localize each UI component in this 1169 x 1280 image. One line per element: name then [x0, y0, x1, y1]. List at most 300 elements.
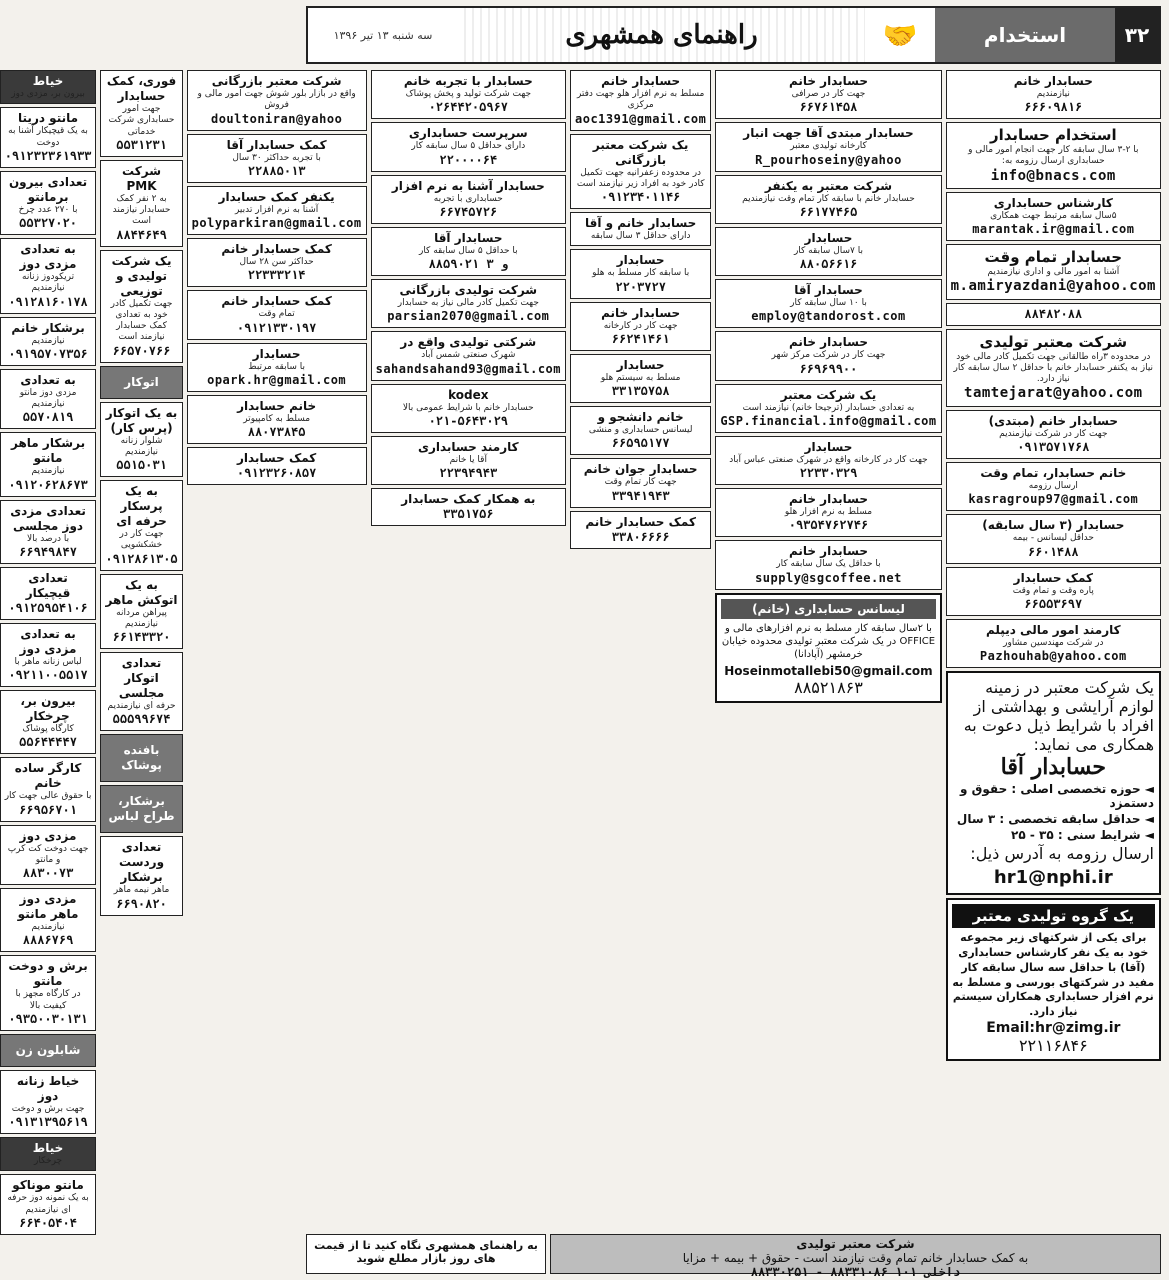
classified-ad [0, 238, 96, 314]
ad-description: نیازمندیم [31, 335, 65, 346]
ad-title: خیاط زنانه دوز [16, 1073, 80, 1103]
ad-contact: ۰۹۱۹۵۷۰۷۳۵۶ [8, 346, 88, 361]
footer-note: به راهنمای همشهری نگاه کنید تا از قیمت های روز بازار مطلع شوید [306, 1234, 546, 1274]
ad-contact: ۰۹۱۲۳۲۶۰۸۵۷ [236, 466, 317, 480]
ad-contact: ۰۹۱۲۵۹۵۴۱۰۶ [8, 600, 88, 615]
ad-title: حسابدار خانم [788, 335, 869, 350]
ad-contact: info@bnacs.com [990, 167, 1116, 184]
producer-title: شرکت معتبر تولیدی [796, 1237, 915, 1251]
ad-contact: supply@sgcoffee.net [755, 570, 902, 585]
ad-title: به یک اتوکش ماهر [105, 577, 178, 607]
classified-ad [0, 955, 96, 1031]
ad-description: جهت امور حسابداری شرکت خدماتی [108, 104, 175, 137]
ads-column [715, 70, 941, 1235]
ad-description: کارگاه پوشاک [22, 724, 74, 734]
classified-ad [100, 480, 182, 571]
classified-ad [946, 567, 1161, 616]
aqa-requirement: ◄ حداقل سابقه تخصصی : ۳ سال [956, 812, 1154, 826]
ad-contact: ۶۶۹۶۹۹۰۰ [799, 361, 858, 376]
ad-title: مانتو دریتا [18, 111, 79, 126]
page-header [306, 6, 1161, 64]
ad-description: جهت کار در کارخانه [603, 320, 678, 331]
ad-contact: aoc1391@gmail.com [575, 111, 707, 126]
ad-contact: ۰۹۱۳۵۷۱۷۶۸ [1017, 440, 1090, 454]
ad-contact: ۶۶۷۴۵۷۲۶ [439, 204, 498, 219]
classified-ad [715, 331, 941, 380]
classified-ad [946, 410, 1161, 459]
aqa-title: حسابدار آقا [1000, 754, 1106, 780]
group-header: یک گروه تولیدی معتبر [952, 904, 1155, 928]
classified-ad [187, 186, 367, 235]
classified-ad [187, 290, 367, 339]
ad-title: تعدادی مزدی دوز مجلسی [10, 503, 86, 533]
ad-contact: ۰۹۳۵۴۷۶۲۷۴۶ [788, 518, 869, 533]
group-email: Email:hr@zimg.ir [986, 1020, 1121, 1037]
ad-contact: ۸۸۵۹۰۲۱ و ۳ [428, 257, 509, 271]
ad-title: کمک حسابدار خانم [585, 514, 696, 529]
category-label [100, 734, 182, 782]
ad-title: حسابدار خانم [788, 544, 869, 559]
ad-description: واقع در بازار بلور شوش جهت امور مالی و فروش [197, 89, 356, 111]
section-title: استخدام [935, 8, 1115, 62]
ads-column [100, 70, 182, 1235]
ad-description: جهت کار در شرکت نیازمندیم [999, 428, 1108, 439]
classified-ad [371, 122, 566, 171]
ad-title: به تعدادی [20, 372, 76, 387]
ad-contact: ۰۹۲۱۱۰۰۵۵۱۷ [8, 668, 88, 682]
ad-title: حسابدار خانم و آقا [584, 216, 697, 230]
ad-description: مسلط به نرم افزار هلو [784, 507, 873, 517]
category-label [100, 785, 182, 833]
ad-title: برشکار خانم [11, 320, 85, 335]
ad-contact: R_pourhoseiny@yahoo [755, 152, 902, 167]
ad-title: حسابدار مبتدی آقا جهت انبار [743, 126, 914, 141]
classified-ad [946, 619, 1161, 668]
classified-ad [0, 107, 96, 168]
ad-description: مسلط به سیستم هلو [600, 372, 681, 383]
ad-description: جهت برش و دوخت [11, 1103, 85, 1114]
classified-ad [946, 462, 1161, 511]
ad-contact: ۶۶۹۰۸۲۰ [116, 896, 167, 911]
ad-contact: ۶۶۶۰۹۸۱۶ [1024, 100, 1083, 115]
classified-ad [946, 70, 1161, 119]
group-fax: ۲۲۱۱۶۸۴۶ [1018, 1036, 1088, 1056]
ad-title: کارشناس حسابداری [993, 196, 1113, 210]
ad-contact: employ@tandorost.com [751, 309, 906, 324]
classified-ad [570, 511, 711, 549]
aqa-accountant-ad [946, 671, 1161, 895]
ad-title: به یک پرسکار حرفه ای [116, 484, 167, 528]
ad-title: یک شرکت معتبر [780, 387, 877, 402]
ad-contact: ۰۹۱۲۱۳۳۰۱۹۷ [236, 320, 317, 335]
ad-title: مانتو موناکو [12, 1178, 84, 1193]
featured-body: با ۲سال سابقه کار مسلط به نرم افزارهای مالی و OFFICE در یک شرکت معتبر تولیدی محدوده خیابان خرمشهر (آپادانا) [721, 622, 936, 660]
ad-title: استخدام حسابدار [989, 126, 1117, 145]
classified-ad [371, 331, 566, 380]
classified-ad [0, 623, 96, 687]
classified-ad [570, 212, 711, 246]
classified-ad [187, 447, 367, 485]
classified-ad [715, 488, 941, 537]
ad-title: کمک حسابدار [236, 451, 317, 465]
classified-ad [0, 1070, 96, 1134]
aqa-email: hr1@nphi.ir [993, 867, 1113, 888]
ad-title: شرکت PMK [122, 163, 161, 193]
classified-ad [570, 458, 711, 507]
ad-title: کارمند حسابداری [417, 439, 519, 454]
ad-title: حسابدار خانم [601, 305, 681, 320]
ad-contact: ۰۹۱۲۸۱۶۰۱۷۸ [8, 294, 88, 309]
classified-ad [946, 122, 1161, 189]
classified-ad [715, 279, 941, 328]
ad-contact: ۶۶۵۹۵۱۷۷ [611, 436, 670, 451]
ad-contact: ۰۹۱۲۸۶۱۳۰۵ [105, 551, 178, 566]
ad-title: حسابدار آقا [434, 230, 503, 245]
classified-ad [715, 122, 941, 171]
ad-description: لباس زنانه ماهر با [14, 656, 82, 667]
ad-description: چرخکار [33, 1156, 63, 1166]
ad-contact: ۰۹۱۲۳۴۰۱۱۴۶ [600, 190, 681, 204]
aqa-requirements [953, 782, 1154, 842]
ad-description: در کارگاه مجهز با کیفیت بالا [15, 989, 81, 1011]
classified-ad [0, 317, 96, 366]
ad-contact: ۰۹۱۲۳۲۳۶۱۹۳۳ [4, 148, 92, 163]
classified-ad [187, 70, 367, 131]
brand-logo: راهنمای همشهری [458, 8, 865, 62]
ad-description: تمام وقت [258, 309, 295, 320]
ad-description: جهت کار در صرافی [791, 89, 866, 99]
classified-ad [0, 690, 96, 754]
ad-title: حسابدار خانم [1013, 74, 1093, 88]
ad-description: حسابدار خانم با شرایط عمومی بالا [402, 402, 534, 413]
ad-title: کمک حسابدار آقا [226, 137, 327, 152]
ad-description: نیازمندیم [31, 922, 65, 932]
ad-description: جهت شرکت تولید و پخش پوشاک [405, 89, 532, 99]
ad-title: به تعدادی مزدی دوز [19, 626, 77, 656]
ad-title: حسابدار خانم [788, 492, 869, 506]
classified-ad [570, 406, 711, 455]
ad-title: حسابدار با تجربه خانم [403, 74, 533, 88]
ad-contact: tamtejarat@yahoo.com [964, 385, 1143, 402]
aqa-cta: ارسال رزومه به آدرس ذیل: [970, 844, 1154, 863]
ad-contact: kasragroup97@gmail.com [968, 492, 1139, 507]
ad-description: با سابقه مرتبط [248, 361, 305, 372]
ad-description: جهت تکمیل کادر خود به تعدادی کمک حسابدار نیازمند است [110, 298, 173, 343]
ad-description: حسابداری با تجربه [433, 193, 503, 204]
ad-contact: ۵۵۱۵۰۳۱ [116, 458, 167, 472]
ad-description: ارسال رزومه [1028, 481, 1078, 491]
ad-contact: marantak.ir@gmail.com [972, 222, 1135, 237]
ad-title: حسابدار [804, 439, 853, 454]
classified-ad [187, 395, 367, 444]
handshake-icon: 🤝 [882, 18, 918, 52]
ad-contact: ۰۹۳۵۰۰۳۰۱۳۱ [8, 1011, 88, 1026]
aqa-intro: یک شرکت معتبر در زمینه لوازم آرایشی و بهداشتی از افراد با شرایط ذیل دعوت به همکاری می نماید: [963, 678, 1154, 754]
ads-column [570, 70, 711, 1235]
page-footer [306, 1234, 1161, 1279]
classified-ad [187, 343, 367, 392]
ad-description: لیسانس حسابداری و منشی [588, 425, 693, 435]
ad-title: شابلون زن [15, 1042, 81, 1057]
ad-description: به یک نمونه دوز حرفه ای نیازمندیم [7, 1193, 89, 1215]
ad-title: حسابدار خانم [601, 74, 681, 88]
ad-description: بیرون بر، مزدی دوز [11, 89, 85, 99]
ad-title: شرکتی تولیدی واقع در [400, 335, 537, 350]
ad-description: با سابقه کار مسلط به هلو [592, 268, 690, 279]
page-number: ۳۲ [1115, 8, 1159, 62]
ad-contact: ۵۵۶۴۴۴۴۷ [19, 735, 77, 750]
ad-description: با حقوق عالی جهت کار [4, 791, 92, 802]
ad-title: حسابدار [616, 357, 665, 372]
ad-description: نیازمندیم [1036, 89, 1070, 99]
classified-ad [100, 652, 182, 731]
ad-title: تعدادی اتوکار مجلسی [118, 656, 165, 700]
ad-contact: opark.hr@gmail.com [207, 372, 347, 387]
ad-contact: ۰۲۱-۵۶۴۳۰۲۹ [428, 413, 509, 428]
ad-description: جهت کار در خشکشویی [119, 529, 164, 551]
classified-ad [570, 302, 711, 351]
ad-description: مسلط به نرم افزار هلو جهت دفتر مرکزی [576, 89, 705, 111]
classified-ad [100, 574, 182, 650]
ad-title: یک شرکت تولیدی و توزیعی [111, 253, 172, 298]
producer-body: به کمک حسابدار خانم تمام وقت نیازمند است - حقوق + بیمه + مزایا [682, 1251, 1029, 1265]
ad-description: آشنا به امور مالی و اداری نیازمندیم [987, 267, 1120, 277]
ad-contact: ۲۲۰۰۰۰۶۴ [439, 152, 498, 167]
ad-contact: GSP.financial.info@gmail.com [720, 413, 937, 428]
ad-contact: ۲۲۳۳۰۳۲۹ [799, 466, 858, 480]
ad-title: kodex [448, 387, 489, 402]
issue-date: سه شنبه ۱۳ تیر ۱۳۹۶ [333, 28, 433, 42]
ad-title: حسابدار [616, 253, 665, 268]
ads-column [0, 70, 96, 1235]
ad-description: به ۲ نفر کمک حسابدار نیازمند است [112, 193, 171, 227]
ad-contact: ۲۲۳۹۴۹۴۳ [439, 466, 498, 480]
ad-title: سرپرست حسابداری [408, 126, 528, 141]
ad-title: حسابدار [252, 346, 301, 361]
ad-contact: Pazhouhab@yahoo.com [979, 649, 1127, 663]
ad-description: با ۲۷۰ عدد چرخ [18, 204, 78, 215]
classified-ad [0, 888, 96, 952]
ad-description: تریکودوز زنانه نیازمندیم [22, 272, 75, 294]
ad-description: با تجربه حداکثر ۳۰ سال [232, 152, 321, 163]
ad-title: خانم دانشجو و [597, 410, 684, 424]
ad-title: خیاط [32, 1141, 64, 1155]
ad-title: مزدی دوز ماهر مانتو [17, 892, 79, 921]
ad-title: برش و دوخت مانتو [8, 959, 88, 989]
ad-title: شرکت معتبر بازرگانی [211, 74, 342, 88]
ad-title: حسابدار (۳ سال سابقه) [982, 518, 1125, 533]
classified-ad [371, 436, 566, 485]
ad-contact: ۳۳۹۴۱۹۴۳ [611, 488, 670, 503]
ad-contact: ۸۸۰۵۶۶۱۶ [799, 257, 858, 271]
ad-description: جهت تکمیل کادر مالی نیاز به حسابدار [397, 298, 539, 308]
ad-description: شهرک صنعتی شمس آباد [421, 350, 516, 361]
ad-title: تعدادی بیرون برمانتو [8, 174, 88, 204]
ad-title: حسابدار خانم (مبتدی) [988, 413, 1118, 428]
group-body: برای یکی از شرکتهای زیر مجموعه خود به یک نفر کارشناس حسابداری (آقا) با حداقل سه سال سابقه کار مفید در شرکتهای بورسی و مسلط به نرم افزار حسابداری همکاران سیستم نیاز دارد. [952, 931, 1155, 1019]
classified-ad [946, 244, 1161, 300]
ad-title: تعدادی قیچیکار [25, 570, 71, 600]
ads-column [371, 70, 566, 1235]
classified-ad [0, 825, 96, 886]
category-label [100, 366, 182, 399]
ad-title: کارمند امور مالی دیپلم [986, 622, 1121, 637]
ad-title: برشکار، طراح لباس [108, 794, 175, 824]
ad-title: شرکت معتبر به یکنفر [764, 178, 893, 193]
ad-title: شرکت تولیدی بازرگانی [399, 283, 538, 297]
ad-title: کمک حسابدار خانم [221, 294, 332, 309]
ad-description: جهت کار در کارخانه واقع در شهرک صنعتی عباس آباد [729, 454, 928, 465]
producer-phones: ۸۸۳۳۰۲۵۱ - ۸۸۳۳۱۰۸۶ داخلی ۱۰۱ [750, 1265, 961, 1279]
ad-title: حسابدار آشنا به نرم افزار [391, 178, 545, 193]
ad-contact: ۶۶۷۶۱۴۵۸ [799, 100, 858, 115]
ads-column [946, 70, 1161, 1235]
ad-title: تعدادی وردست برشکار [119, 840, 165, 885]
ad-title: کمک حسابدار خانم [221, 242, 332, 256]
classified-ad [100, 70, 182, 157]
ad-contact: ۵۵۳۲۷۰۲۰ [19, 216, 77, 230]
ad-description: با ۲-۳ سال سابقه کار جهت انجام امور مالی و حسابداری ارسال رزومه به: [968, 145, 1139, 167]
ad-contact: ۰۹۱۲۰۶۲۸۶۷۳ [8, 477, 88, 492]
classified-ad [187, 134, 367, 183]
ad-contact: ۸۸۴۸۲۰۸۸ [1024, 306, 1083, 321]
classified-ad [570, 354, 711, 403]
aqa-requirement: ◄ شرایط سنی : ۳۵ - ۲۵ [1011, 828, 1154, 842]
classified-ad [0, 757, 96, 821]
ad-title: به همکار کمک حسابدار [401, 492, 536, 506]
ad-description: به تعدادی حسابدار (ترجیحا خانم) نیازمند است [742, 402, 915, 413]
classified-ad [715, 175, 941, 224]
ad-description: دارای حداقل ۳ سال سابقه [590, 231, 691, 241]
ad-title: حسابدار تمام وقت [984, 248, 1123, 267]
ad-description: کارخانه تولیدی معتبر [790, 141, 867, 152]
ad-contact: doultoniran@yahoo [210, 111, 343, 126]
ad-contact: ۸۸۰۷۳۸۴۵ [247, 425, 306, 439]
classified-ad [371, 175, 566, 224]
ad-title: خانم حسابدار، تمام وقت [980, 466, 1127, 480]
ad-description: مسلط به کامپیوتر [243, 413, 311, 424]
classified-ad [946, 329, 1161, 407]
ad-contact: ۸۸۳۰۰۷۳ [22, 866, 74, 880]
classified-ad [0, 1137, 96, 1171]
classified-ad [371, 488, 566, 526]
ad-description: نیازمندیم [31, 466, 65, 477]
ad-title: کارگر ساده خانم [14, 761, 82, 791]
ad-description: دارای حداقل ۵ سال سابقه کار [411, 141, 526, 152]
ad-description: حرفه ای نیازمندیم [107, 701, 176, 711]
classified-ad [100, 402, 182, 478]
ad-title: یکنفر کمک حسابدار [218, 189, 335, 204]
ad-title: کمک حسابدار [1013, 570, 1093, 585]
ad-title: حسابدار خانم [788, 74, 869, 88]
ad-contact: ۵۵۵۹۹۶۷۴ [112, 712, 171, 727]
classified-ad [946, 303, 1161, 326]
ad-description: به یک قیچیکار آشنا به دوخت [8, 126, 88, 148]
ad-contact: ۵۵۷۰۸۱۹ [22, 410, 74, 425]
classified-ad [371, 227, 566, 276]
producer-ad [550, 1234, 1161, 1279]
category-label [0, 1034, 96, 1067]
ad-description: جهت کار تمام وقت [604, 477, 677, 488]
classified-ad [0, 500, 96, 564]
ad-title: شرکت معتبر تولیدی [979, 332, 1128, 351]
ad-description: جهت دوخت کت کرپ و مانتو [7, 843, 89, 865]
ad-contact: ۲۲۳۳۳۲۱۴ [247, 268, 306, 283]
classified-ad [0, 369, 96, 430]
classified-ad [0, 432, 96, 496]
group-ad [946, 898, 1161, 1061]
ad-title: برشکار ماهر مانتو [11, 436, 86, 466]
classified-ad [715, 70, 941, 119]
newspaper-page [4, 0, 1169, 1280]
ad-contact: ۶۶۴۰۵۴۰۴ [19, 1215, 77, 1230]
ad-description: آشنا به نرم افزار تدبیر [234, 204, 319, 215]
ad-contact: ۶۶۰۱۴۸۸ [1028, 544, 1079, 559]
classified-ad [715, 384, 941, 433]
ad-contact: ۵۵۳۱۲۳۱ [116, 137, 167, 152]
ad-contact: ۶۶۵۵۳۶۹۷ [1024, 596, 1083, 611]
ad-description: آقا یا خانم [449, 454, 487, 465]
ad-title: اتوکار [124, 374, 159, 389]
ads-grid [4, 70, 1161, 1230]
featured-fax: ۸۸۵۲۱۸۶۳ [794, 677, 863, 697]
ad-description: حداکثر سن ۲۸ سال [239, 257, 314, 267]
classified-ad [0, 171, 96, 235]
classified-ad [570, 134, 711, 210]
classified-ad [570, 70, 711, 131]
ad-description: حسابدار خانم با سابقه کار تمام وقت نیازمندیم [742, 193, 915, 204]
classified-ad [0, 567, 96, 620]
ad-contact: ۶۶۹۵۶۷۰۱ [19, 802, 77, 817]
ad-contact: ۳۳۸۰۶۶۶۶ [611, 529, 670, 544]
ad-description: با ۱۰ سال سابقه کار [790, 298, 867, 308]
ad-contact: polyparkiran@gmail.com [191, 216, 362, 230]
ad-description: پاره وقت و تمام وقت [1012, 585, 1094, 596]
ad-contact: parsian2070@gmail.com [387, 309, 550, 324]
ad-description: جهت کار در شرکت مرکز شهر [771, 350, 886, 361]
ad-description: با حداقل یک سال سابقه کار [776, 559, 881, 570]
ad-description: با حداقل ۵ سال سابقه کار [418, 245, 518, 256]
ad-description: شلوار زنانه نیازمندیم [120, 435, 163, 457]
ad-contact: ۰۹۱۳۱۳۹۵۶۱۹ [8, 1115, 88, 1129]
featured-header: لیسانس حسابداری (خانم) [721, 599, 935, 619]
classified-ad [946, 514, 1161, 563]
ad-description: حداقل لیسانس - بیمه [1012, 533, 1094, 544]
ad-title: خیاط [32, 74, 64, 88]
ad-title: حسابدار [804, 230, 853, 245]
ad-title: به تعدادی مزدی دوز [19, 242, 77, 271]
ad-contact: ۲۲۰۳۷۲۷ [615, 279, 666, 294]
ad-title: یک شرکت معتبر بازرگانی [592, 137, 689, 167]
ad-description: ۵سال سابقه مرتبط جهت همکاری [990, 211, 1117, 221]
classified-ad [187, 238, 367, 287]
ad-contact: ۶۶۲۴۱۴۶۱ [611, 331, 670, 346]
ad-title: مزدی دوز [19, 828, 77, 843]
ad-contact: sahandsahand93@gmail.com [375, 361, 561, 376]
ad-title: بیرون بر، چرخکار [20, 694, 76, 723]
ad-description: مزدی دوز مانتو نیازمندیم [19, 387, 77, 409]
ad-contact: ۸۸۸۶۷۶۹ [22, 933, 74, 948]
ad-contact: ۳۳۵۱۷۵۶ [443, 507, 494, 521]
ad-description: در محدوده ۳راه طالقانی جهت تکمیل کادر مالی خود نیاز به یکنفر حسابدار خانم با حداقل ۲ سال سابقه کار نیاز دارد. [953, 351, 1154, 384]
classified-ad [100, 836, 182, 915]
ad-title: بافنده پوشاک [121, 743, 162, 773]
ad-contact: m.amiryazdani@yahoo.com [950, 278, 1156, 295]
ad-title: حسابدار آقا [794, 283, 863, 297]
ad-contact: ۶۶۱۷۷۴۶۵ [799, 204, 858, 219]
ad-contact: ۳۳۱۳۵۷۵۸ [611, 384, 670, 398]
classified-ad [371, 384, 566, 433]
